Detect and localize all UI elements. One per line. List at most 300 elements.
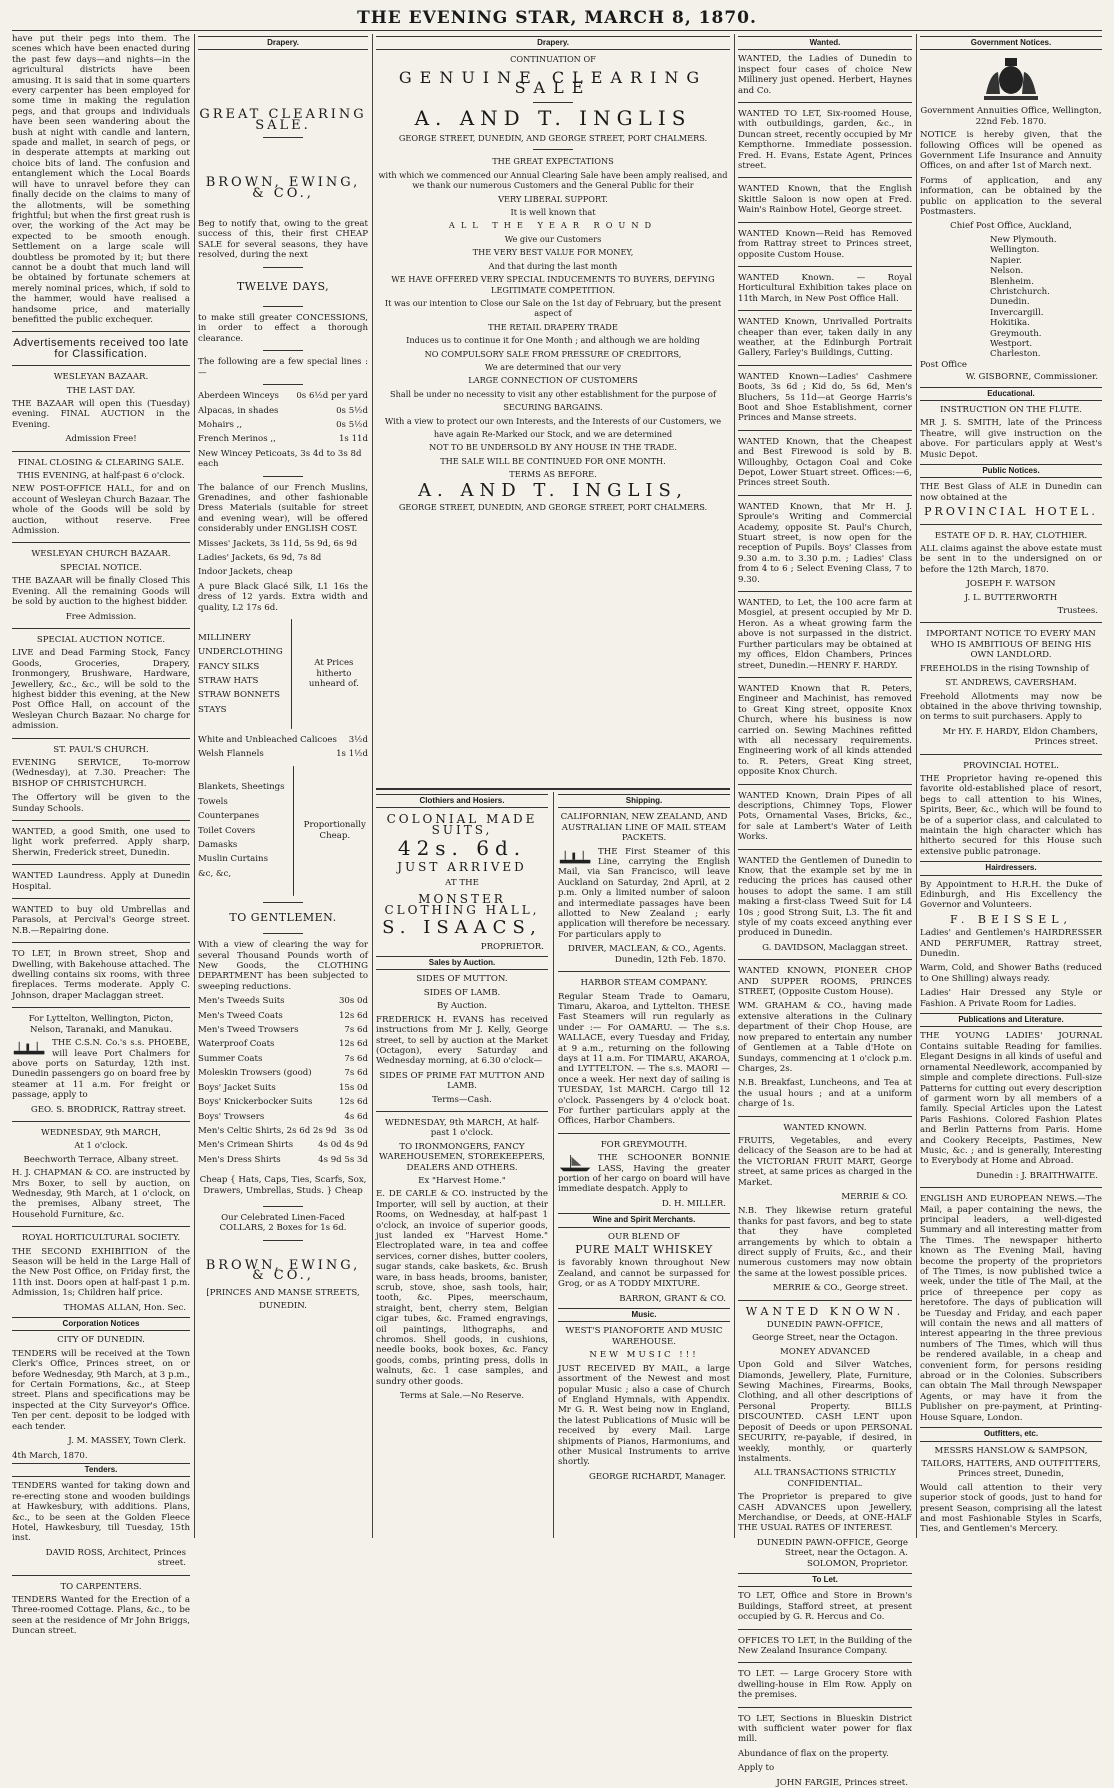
ad-line: NOT TO BE UNDERSOLD BY ANY HOUSE IN THE TRADE.	[429, 442, 677, 453]
divider	[12, 542, 190, 543]
group-item: Towels	[198, 796, 228, 807]
ad-title: HARBOR STEAM COMPANY.	[580, 978, 708, 989]
price-item: Boys' Trowsers	[198, 1111, 265, 1122]
price-row	[198, 1025, 368, 1035]
wanted-ad: WANTED Known. — Royal Horticultural Exhibition takes place on 11th March, in New Post Office Hall.	[738, 272, 912, 304]
ad-text: to make still greater CONCESSIONS, in order to effect a thorough clearance.	[198, 313, 368, 344]
ad-text: By Appointment to H.R.H. the Duke of Edinburgh, and His Excellency the Governor and Volunteers.	[920, 879, 1102, 911]
price-row	[198, 1083, 368, 1093]
ad-text: THE SECOND EXHIBITION of the Season will be held in the Large Hall of the New Post Office, on Friday first, the 11th inst. Doors open at half-past 1 p.m. Admission, 1s; Children half price.	[12, 1246, 190, 1299]
post-office-place: Nelson.	[990, 266, 1024, 277]
ad-text: NOTICE is hereby given, that the following Offices will be opened as Government Life Insurance and Annuity Offices, on and after 1st of March next.	[920, 130, 1102, 172]
steamship-icon	[12, 1040, 48, 1058]
ad-subtitle: Terms—Cash.	[432, 1094, 492, 1105]
wanted-ad: WANTED, the Ladies of Dunedin to inspect four cases of choice New Millinery just opened. Herbert, Haynes and Co.	[738, 54, 912, 96]
divider	[12, 738, 190, 739]
ad-signature: G. DAVIDSON, Maclaggan street.	[762, 942, 908, 953]
column-4	[738, 34, 912, 1788]
ad-signature: GEO. S. BRODRICK, Rattray street.	[30, 1104, 186, 1115]
price-row	[198, 391, 368, 401]
ad-line: AT THE	[445, 878, 479, 889]
group-note: At Prices hitherto unheard of.	[308, 658, 359, 690]
wanted-ad: WANTED Known—Reid has Removed from Rattray street to Princes street, opposite Custom House.	[738, 228, 912, 260]
wanted-ad: WANTED Laundress. Apply at Dunedin Hospital.	[12, 871, 190, 892]
price-value: 15s 0d	[338, 1082, 368, 1093]
ad-line: CONTINUATION OF	[510, 54, 596, 65]
ad-text: THE Proprietor having re-opened this favorite old-established place of resort, begs to call attention to his Wines, Spirits, Beer, &c., which will be found to be of a superior class, and calculated to maintain the high character which has hitherto secured for this House such extensive public patronage.	[920, 773, 1102, 857]
ad-title: WESLEYAN CHURCH BAZAAR.	[31, 549, 171, 560]
divider	[738, 430, 912, 431]
ad-signature: DRIVER, MACLEAN, & CO., Agents. Dunedin, 12th Feb. 1870.	[568, 944, 726, 965]
post-office-place: Christchurch.	[990, 286, 1050, 297]
ad-text: THE SCHOONER BONNIE LASS, Having the greater portion of her cargo on board will have immediate despatch. Apply to	[558, 1153, 730, 1195]
divider	[12, 942, 190, 943]
divider	[263, 476, 303, 477]
ad-text: JUST RECEIVED BY MAIL, a large assortment of the Newest and most popular Music ; also a case of Church of England Hymnals, with Appendix. Mr G. R. West being now in England, the latest Publications of Music will be received by every Mail. Large shipments of Pianos, Harmoniums, and other Musical Instruments to arrive shortly.	[558, 1363, 730, 1468]
divider	[12, 331, 190, 332]
ad-text: Would call attention to their very superior stock of goods, just to hand for present Season, comprising all the latest and most Fashionable Styles in Scarfs, Ties, and Gentlemen's Mercery.	[920, 1482, 1102, 1535]
divider	[263, 384, 303, 385]
trustees-label: Trustees.	[1057, 606, 1098, 617]
price-row	[198, 1112, 368, 1122]
ad-subtitle: By Auction.	[436, 1001, 488, 1012]
ad-text: WM. GRAHAM & CO., having made extensive alterations in the Culinary department of their Chop House, are now prepared to entertain any number of Gentlemen at a Table d'Hote on Sundays, commencing at 1 o'clock p.m. Charges, 2s.	[738, 1001, 912, 1074]
divider	[12, 1121, 190, 1122]
ad-title: TO CARPENTERS.	[60, 1581, 142, 1592]
price-row	[198, 1155, 368, 1165]
price-row	[198, 1140, 368, 1150]
ad-title: PROVINCIAL HOTEL.	[963, 760, 1059, 771]
group-item: Blankets, Sheetings	[198, 782, 285, 793]
ad-text: N.B. Breakfast, Luncheons, and Tea at the usual hours ; and at a uniform charge of 1s.	[738, 1078, 912, 1110]
group-item: Counterpanes	[198, 811, 260, 822]
jacket-line: Misses' Jackets, 3s 11d, 5s 9d, 6s 9d	[198, 538, 358, 549]
ad-headline: PURE MALT WHISKEY	[575, 1243, 713, 1257]
post-office-place: Dunedin.	[990, 297, 1030, 308]
ad-text: Ladies' Hair Dressed any Style or Fashion. A Private Room for Ladies.	[920, 988, 1102, 1009]
ad-line: With a view to protect our own Interests, and the Interests of our Customers, we	[384, 415, 722, 426]
column-rule	[916, 34, 917, 1538]
section-header: Educational.	[920, 387, 1102, 401]
divider	[12, 864, 190, 865]
section-header: Hairdressers.	[920, 861, 1102, 875]
ad-title: MESSRS HANSLOW & SAMPSON,	[934, 1445, 1088, 1456]
ad-signature: PROPRIETOR.	[480, 941, 544, 952]
jacket-line: Ladies' Jackets, 6s 9d, 7s 8d	[198, 552, 322, 563]
divider	[738, 784, 912, 785]
to-let-ad: Apply to	[738, 1763, 775, 1774]
section-header: Drapery.	[376, 36, 730, 50]
divider	[263, 1206, 303, 1207]
jacket-list	[198, 539, 368, 578]
wanted-ad: WANTED to buy old Umbrellas and Parasols, at Percival's George street. N.B.—Repairing done.	[12, 905, 190, 936]
ad-text: TENDERS Wanted for the Erection of a Three-roomed Cottage. Plans, &c., to be seen at the residence of Mr John Briggs, Duncan street.	[12, 1594, 190, 1637]
ad-signature: D. H. MILLER.	[661, 1198, 726, 1209]
price-row	[198, 434, 368, 444]
trustee-name: J. L. BUTTERWORTH	[964, 592, 1058, 603]
ad-text: H. J. CHAPMAN & CO. are instructed by Mrs Boxer, to sell by auction, on Wednesday, 9th March, at 1 o'clock, on the premises, Albany street, The Household Furniture, &c.	[12, 1168, 190, 1220]
price-value: 12s 6d	[338, 1039, 368, 1050]
ad-headline: PROVINCIAL HOTEL.	[924, 505, 1098, 519]
ad-headline: MONSTER CLOTHING HALL,	[384, 892, 540, 917]
ad-note: Admission Free!	[65, 434, 137, 445]
ad-text: Our Celebrated Linen-Faced COLLARS, 2 Boxes for 1s 6d.	[219, 1212, 347, 1234]
ad-subtitle: NEW MUSIC !!!	[589, 1350, 699, 1361]
column-5	[920, 34, 1102, 1538]
wanted-ad: WANTED Known, that the English Skittle Saloon is now open at Fred. Wain's Rainbow Hotel, George street.	[738, 184, 912, 216]
ad-text: The following are a few special lines :—	[198, 357, 368, 378]
wanted-ads	[738, 54, 912, 938]
price-item: Men's Celtic Shirts, 2s 6d 2s 9d	[198, 1125, 337, 1136]
ad-text: Warm, Cold, and Shower Baths (reduced to One Shilling) always ready.	[920, 963, 1102, 984]
price-row	[198, 1011, 368, 1021]
ad-headline: GENUINE CLEARING SALE	[398, 67, 708, 98]
ad-signature: BARRON, GRANT & CO.	[619, 1293, 726, 1304]
price-item: Alpacas, in shades	[198, 405, 279, 416]
post-office-place: Napier.	[990, 255, 1022, 266]
ad-text: THE First Steamer of this Line, carrying the English Mail, via San Francisco, will leave Auckland on Saturday, 2nd April, at 2 p.m. Only a limited number of saloon and intermediate passages have been allotted to New Zealand ; early application will therefore be necessary. For particulars apply to	[558, 846, 730, 940]
section-header: Publications and Literature.	[920, 1013, 1102, 1027]
divider	[738, 365, 912, 366]
price-value: 1s 1½d	[336, 749, 368, 760]
price-value: 12s 6d	[338, 1010, 368, 1021]
ad-subtitle: ALL TRANSACTIONS STRICTLY CONFIDENTIAL.	[754, 1468, 896, 1489]
ad-line: NO COMPULSORY SALE FROM PRESSURE OF CREDITORS,	[424, 348, 682, 359]
ad-headline: GREAT CLEARING SALE.	[199, 107, 367, 133]
price-row	[198, 1039, 368, 1049]
group-note: Proportionally Cheap.	[303, 820, 366, 841]
divider	[738, 266, 912, 267]
divider	[738, 1300, 912, 1301]
price-item: Men's Tweed Coats	[198, 1010, 283, 1021]
column-3a	[376, 792, 548, 1538]
ad-title: WANTED KNOWN.	[783, 1122, 867, 1133]
firm-address: GEORGE STREET, DUNEDIN, AND GEORGE STREET, PORT CHALMERS.	[398, 133, 708, 144]
ad-title: SIDES OF PRIME FAT MUTTON AND LAMB.	[379, 1070, 545, 1092]
ad-text: WANTED KNOWN, PIONEER CHOP AND SUPPER ROOMS, PRINCES STREET, (Opposite Custom House).	[738, 966, 912, 998]
divider	[263, 933, 303, 934]
price-value: 7s 6d	[344, 1068, 368, 1079]
price-item: Mohairs ,,	[198, 419, 243, 430]
firm-name: BROWN, EWING, & CO.,	[205, 1257, 361, 1284]
ad-subtitle: THE LAST DAY.	[66, 385, 136, 396]
price-value: 1s 11d	[338, 434, 368, 445]
price-row	[198, 420, 368, 430]
price-value: 7s 6d	[344, 1025, 368, 1036]
ad-subtitle: Government Annuities Office, Wellington, 22nd Feb. 1870.	[920, 106, 1102, 127]
ad-signature: JOHN FARGIE, Princes street.	[776, 1777, 908, 1788]
section-header: Music.	[558, 1308, 730, 1322]
section-header: Shipping.	[558, 794, 730, 808]
ad-line: And that during the last month	[488, 260, 618, 271]
price-item: Waterproof Coats	[198, 1039, 275, 1050]
ad-signature: MERRIE & CO.	[841, 1191, 908, 1202]
ad-title: TO IRONMONGERS, FANCY WAREHOUSEMEN, STOREKEEPERS, DEALERS AND OTHERS.	[378, 1141, 546, 1173]
brace	[293, 766, 294, 896]
divider	[12, 451, 190, 452]
divider	[263, 306, 303, 307]
divider	[738, 1662, 912, 1663]
ad-title: WEDNESDAY, 9th MARCH,	[41, 1127, 161, 1138]
wanted-ad: WANTED TO LET, Six-roomed House, with outbuildings, garden, &c., in Duncan street, recently occupied by Mr Kempthorne. Immediate possession. Fred. H. Evans, Estate Agent, Princes street.	[738, 109, 912, 172]
ad-text: THE Best Glass of ALE in Dunedin can now obtained at the	[920, 482, 1102, 503]
to-let-ad: TO LET, Sections in Blueskin District with sufficient water power for flax mill.	[738, 1713, 912, 1745]
ad-signature: J. M. MASSEY, Town Clerk.	[68, 1436, 186, 1447]
ad-text: The Offertory will be given to the Sunday Schools.	[12, 793, 190, 814]
steamship-icon	[558, 849, 594, 867]
column-rule	[372, 34, 373, 1538]
ad-text: E. DE CARLE & CO. instructed by the Importer, will sell by auction, at their Rooms, on Wednesday, at half-past 1 o'clock, an invoice of superior goods, just landed ex "Harvest Home." Electroplated ware, in tea and coffee services, corner dishes, butter coolers, sugar stands, cake baskets, &c. Brush ware, in bass heads, brooms, banister, scrub, stove, shoe, sash tools, hair, tooth, &c. Pipes, meerschaum, straight, bent, cherry stem, Belgian cigar tubes, &c. Framed engravings, oil paintings, lithographs, and chromos. Shell goods, in cushions, needle books, book boxes, &c. Fancy goods, combs, printing press, dolls in walnuts, &c. 1 case samples, and sundry other goods.	[376, 1189, 548, 1387]
price-value: 3½d	[348, 735, 368, 745]
to-let-ad: TO LET, Office and Store in Brown's Buildings, Stafford street, at present occupied by G. R. Hercus and Co.	[738, 1591, 912, 1623]
wanted-ad: WANTED Known, that the Cheapest and Best Firewood is sold by B. Willoughby, Octagon Coal and Coke Depot, Lower Stuart street. Offices:—6, Princes street South.	[738, 436, 912, 489]
price-value: 4s 0d 4s 9d	[318, 1140, 368, 1151]
price-value: 3s 0d	[344, 1125, 368, 1136]
ad-subtitle: Ex "Harvest Home."	[418, 1175, 506, 1186]
ad-signature: THOMAS ALLAN, Hon. Sec.	[63, 1302, 186, 1313]
firm-name: A. AND T. INGLIS	[414, 105, 692, 130]
ad-line: WE HAVE OFFERED VERY SPECIAL INDUCEMENTS TO BUYERS, DEFYING LEGITIMATE COMPETITION.	[391, 274, 715, 295]
ad-title: SIDES OF MUTTON.	[416, 974, 508, 985]
price-row	[198, 735, 368, 745]
divider	[12, 365, 190, 366]
ad-text: THE YOUNG LADIES' JOURNAL Contains suitable Reading for families. Elegant Designs in all kinds of useful and ornamental Needlework, accompanied by simple and complete directions. Full-size Patterns for cutting out every description of garment worn by all members of a family. Special Articles upon the Latest Paris Fashions. Colored Fashion Plates and Berlin Patterns from Paris. Home and Cookery Receipts, Pastimes, New Music, &c. ; and is generally, Interesting to Everybody at Home and Abroad.	[920, 1031, 1102, 1167]
ad-text: Forms of application, and any information, can be obtained by the public on application to the several Postmasters.	[920, 175, 1102, 218]
post-office-place: Greymouth.	[990, 328, 1042, 339]
divider	[920, 1187, 1102, 1188]
divider	[12, 628, 190, 629]
column-rule	[194, 34, 195, 1538]
firm-name: S. ISAACS,	[382, 917, 542, 939]
ad-subtitle: Beechworth Terrace, Albany street.	[23, 1154, 179, 1165]
divider	[376, 788, 730, 790]
price-item: Men's Dress Shirts	[198, 1154, 281, 1165]
to-let-ad: TO LET, in Brown street, Shop and Dwelling, with Bakehouse attached. The dwelling contains six rooms, with three fireplaces. Terms moderate. Apply C. Johnson, draper Maclaggan street.	[12, 949, 190, 1001]
ad-text: is favorably known throughout New Zealand, and cannot be surpassed for Grog, or as A TODDY MIXTURE.	[558, 1258, 730, 1290]
ad-text: ALL claims against the above estate must be sent in to the undersigned on or before the 12th March, 1870.	[920, 544, 1102, 575]
ad-title: IMPORTANT NOTICE TO EVERY MAN WHO IS AMBITIOUS OF BEING HIS OWN LANDLORD.	[926, 629, 1096, 661]
group-list	[198, 766, 368, 896]
ad-note: Terms at Sale.—No Reserve.	[399, 1391, 525, 1402]
divider	[12, 1007, 190, 1008]
firm-city: DUNEDIN.	[259, 1300, 307, 1311]
price-value: 4s 6d	[344, 1111, 368, 1122]
brace	[291, 619, 292, 729]
ad-line: THE SALE WILL BE CONTINUED FOR ONE MONTH.	[440, 455, 666, 466]
to-let-ad: Abundance of flax on the property.	[738, 1748, 889, 1759]
jacket-line: Indoor Jackets, cheap	[198, 567, 293, 578]
group-item: MILLINERY	[198, 632, 251, 643]
royal-coat-of-arms-icon	[976, 54, 1046, 102]
ad-subtitle: MONEY ADVANCED	[779, 1346, 871, 1357]
ad-title: ESTATE OF D. R. HAY, CLOTHIER.	[934, 530, 1088, 541]
column-2	[198, 34, 368, 1538]
section-header: Tenders.	[12, 1463, 190, 1477]
ad-signature: DAVID ROSS, Architect, Princes street.	[45, 1547, 186, 1569]
divider	[263, 902, 303, 903]
price-value: 12s 6d	[338, 1097, 368, 1108]
ad-line: LARGE CONNECTION OF CUSTOMERS	[468, 375, 638, 386]
ad-line: It is well known that	[510, 207, 596, 218]
price-row	[198, 449, 368, 470]
ad-line: We give our Customers	[504, 233, 602, 244]
section-header: Wanted.	[738, 36, 912, 50]
ad-headline: COLONIAL MADE SUITS,	[386, 812, 538, 837]
ad-note: Free Admission.	[65, 611, 137, 622]
group-items	[198, 629, 283, 719]
wanted-ad: WANTED Known, Drain Pipes of all descriptions, Chimney Tops, Flower Pots, Ornamental Vases, Bricks, &c., for sale at Lambert's Water of Leith Works.	[738, 790, 912, 843]
price-item: White and Unbleached Calicoes	[198, 735, 337, 745]
ad-title: WEDNESDAY, 9th MARCH, At half-past 1 o'clock.	[384, 1117, 540, 1139]
ad-text: ENGLISH AND EUROPEAN NEWS.—The Mail, a paper containing the news, the principal leaders, a well-digested Summary and all interesting matter from The Times. The newspaper hitherto known as The Evening Mail, having become the property of the proprietors of The Times, is now published twice a week, under the title of The Mail, at the price of threepence per copy as heretofore. The days of publication will be Tuesday and Friday, and each paper will contain the news and all matters of interest appearing in the three previous numbers of The Times, which will thus be rendered available, in a cheap and convenient form, for persons residing abroad or in the Colonies. Subscribers can obtain The Mail through Newspaper Agents, or may have it from the Publisher on pre-payment, at Printing-House Square, London.	[920, 1194, 1102, 1423]
divider	[738, 495, 912, 496]
divider	[376, 1111, 548, 1112]
ad-line: We are determined that our very	[485, 361, 621, 372]
group-item: Muslin Curtains	[198, 854, 268, 865]
section-header: Corporation Notices	[12, 1317, 190, 1331]
price-value: 0s 5½d	[336, 419, 368, 430]
divider	[738, 1707, 912, 1708]
ad-headline: WANTED KNOWN.	[745, 1304, 905, 1318]
ad-signature: Mr HY. F. HARDY, Eldon Chambers, Princes street.	[942, 726, 1098, 748]
ad-text: Upon Gold and Silver Watches, Diamonds, Jewellery, Plate, Furniture, Sewing Machines, Firearms, Books, Clothing, and all other descriptions of Personal Property. BILLS DISCOUNTED. CASH LENT upon Deposit of Deeds or upon PERSONAL SECURITY, re-payable, if desired, in weekly, monthly, or quarterly instalments.	[738, 1360, 912, 1464]
ad-title: For Lyttelton, Wellington, Picton, Nelson, Taranaki, and Manukau.	[28, 1014, 174, 1035]
firm-name: F. BEISSEL,	[949, 912, 1073, 926]
column-1	[12, 34, 190, 1637]
divider	[738, 177, 912, 178]
divider	[738, 959, 912, 960]
group-item: STAYS	[198, 704, 227, 715]
ad-title: DUNEDIN PAWN-OFFICE,	[766, 1320, 884, 1331]
divider	[738, 677, 912, 678]
ad-signature: GEORGE RICHARDT, Manager.	[588, 1471, 726, 1482]
divider	[738, 102, 912, 103]
ad-title: FINAL CLOSING & CLEARING SALE.	[17, 457, 185, 468]
price-value: 0s 5½d	[336, 405, 368, 416]
ad-line: THE VERY BEST VALUE FOR MONEY,	[472, 247, 634, 258]
ad-text: The Proprietor is prepared to give CASH ADVANCES upon Jewellery, Merchandise, or Deeds, at ONE-HALF THE USUAL RATES OF INTEREST.	[738, 1492, 912, 1534]
group-item: Damasks	[198, 840, 238, 851]
column-3-top	[376, 34, 730, 512]
ad-signature: W. GISBORNE, Commissioner.	[965, 372, 1098, 383]
ad-text: FREEHOLDS in the rising Township of	[920, 663, 1089, 674]
wanted-ad: WANTED, to Let, the 100 acre farm at Mosgiel, at present occupied by Mr D. Heron. As a wheat growing farm the above is not surpassed in the district. Further particulars may be obtained at my offices, Eldon Chambers, Princes street, Dunedin.—HENRY F. HARDY.	[738, 598, 912, 671]
post-office-place: Westport.	[990, 338, 1033, 349]
divider	[558, 1133, 730, 1134]
group-list	[198, 619, 368, 729]
section-header: Clothiers and Hosiers.	[376, 794, 548, 808]
firm-name: A. AND T. INGLIS,	[418, 479, 688, 501]
group-item: UNDERCLOTHING	[198, 647, 283, 658]
ad-text: NEW POST-OFFICE HALL, for and on account of Wesleyan Church Bazaar. The whole of the Goods will be sold by auction, without reserve. Free Admission.	[12, 484, 190, 537]
price-item: Welsh Flannels	[198, 749, 264, 760]
ad-line: ALL THE YEAR ROUND	[448, 220, 658, 231]
ad-text: THE C.S.N. Co.'s s.s. PHOEBE, will leave Port Chalmers for above ports on Saturday, 12th inst. Dunedin passengers go on board free by steamer at 11 a.m. For freight or passage, apply to	[12, 1038, 190, 1101]
ad-text: MR J. S. SMITH, late of the Princess Theatre, will give instruction on the above. For particulars apply at West's Music Depot.	[920, 418, 1102, 460]
column-rule	[553, 792, 554, 1538]
ad-text: Freehold Allotments may now be obtained in the above thriving township, on terms to suit purchasers. Apply to	[920, 691, 1102, 723]
ad-title: CALIFORNIAN, NEW ZEALAND, AND AUSTRALIAN LINE OF MAIL STEAM PACKETS.	[560, 812, 728, 844]
ad-line: Chief Post Office, Auckland,	[950, 221, 1072, 232]
ad-title: WEST'S PIANOFORTE AND MUSIC WAREHOUSE.	[565, 1326, 723, 1347]
divider	[12, 1226, 190, 1227]
ad-title: FOR GREYMOUTH.	[600, 1139, 688, 1150]
group-item: Toilet Covers	[198, 825, 256, 836]
wanted-ad: WANTED Known that R. Peters, Engineer and Machinist, has removed to Great King street, opposite Knox Church, where his business is now carried on. Sewing Machines refitted with all necessary requirements. Engineering work of all kinds attended to. R. Peters, Great King street, opposite Knox Church.	[738, 683, 912, 778]
ad-subtitle: TAILORS, HATTERS, AND OUTFITTERS, Princes street, Dunedin,	[921, 1458, 1101, 1480]
group-item: STRAW BONNETS	[198, 690, 280, 701]
price-row	[198, 406, 368, 416]
ad-text: N.B. They likewise return grateful thanks for past favors, and beg to state that they have completed arrangements by which to obtain a direct supply of Fruits, &c., and their numerous customers may now obtain the same at the lowest possible prices.	[738, 1206, 912, 1279]
ad-signature: Dunedin : J. BRAITHWAITE.	[976, 1170, 1098, 1181]
price-item: Men's Crimean Shirts	[198, 1140, 294, 1151]
price-item: Boys' Jacket Suits	[198, 1082, 276, 1093]
post-office-place: Hokitika.	[990, 318, 1030, 329]
price-item: Boys' Knickerbocker Suits	[198, 1097, 313, 1108]
cheap-items: Cheap { Hats, Caps, Ties, Scarfs, Sox, Drawers, Umbrellas, Studs. } Cheap	[199, 1175, 367, 1196]
ad-line: with which we commenced our Annual Clearing Sale have been amply realised, and we thank our numerous Customers and the General Public for their	[378, 169, 728, 191]
section-header: Wine and Spirit Merchants.	[558, 1213, 730, 1227]
ad-text: EVENING SERVICE, To-morrow (Wednesday), at 7.30. Preacher: The BISHOP OF CHRISTCHURCH.	[12, 757, 190, 789]
price-item: Summer Coats	[198, 1053, 263, 1064]
section-header: Drapery.	[198, 36, 368, 50]
ad-headline: TWELVE DAYS,	[236, 279, 330, 293]
divider	[12, 898, 190, 899]
column-3b	[558, 792, 730, 1538]
ad-title: SPECIAL AUCTION NOTICE.	[36, 634, 166, 645]
ad-line: THE RETAIL DRAPERY TRADE	[488, 321, 618, 332]
price-value: 0s 6½d per yard	[296, 391, 368, 402]
ad-text: THE BAZAAR will open this (Tuesday) evening. FINAL AUCTION in the Evening.	[12, 399, 190, 430]
section-header: Outfitters, etc.	[920, 1427, 1102, 1441]
ad-line: It was our intention to Close our Sale on the 1st day of February, but the present aspect of	[384, 297, 722, 319]
divider	[263, 350, 303, 351]
divider	[558, 971, 730, 972]
section-header: Public Notices.	[920, 464, 1102, 478]
masthead: THE EVENING STAR, MARCH 8, 1870.	[357, 8, 757, 28]
clothing-price-list	[198, 996, 368, 1165]
late-ads-heading: Advertisements received too late for Classification.	[13, 337, 189, 360]
wanted-ad: WANTED, a good Smith, one used to light work preferred. Apply sharp, Sherwin, Frederick street, Dunedin.	[12, 827, 190, 858]
price-value: 4s 9d 5s 3d	[318, 1154, 368, 1165]
ad-line: SECURING BARGAINS.	[503, 402, 603, 413]
ad-title: SIDES OF LAMB.	[423, 987, 501, 998]
to-let-ad: OFFICES TO LET, in the Building of the New Zealand Insurance Company.	[738, 1635, 912, 1656]
section-header: To Let.	[738, 1573, 912, 1587]
price-item: Moleskin Trowsers (good)	[198, 1068, 312, 1079]
ad-subtitle: At 1 o'clock.	[74, 1141, 128, 1152]
section-header: Government Notices.	[920, 36, 1102, 50]
ad-line: THE GREAT EXPECTATIONS	[492, 156, 614, 167]
price-row	[198, 1126, 368, 1136]
ad-text: With a view of clearing the way for several Thousand Pounds worth of New Goods, the CLOTHING DEPARTMENT has been subjected to sweeping reductions.	[198, 940, 368, 992]
divider	[12, 820, 190, 821]
post-office-place: Blenheim.	[990, 276, 1034, 287]
divider	[533, 149, 573, 150]
ad-line: Induces us to continue it for One Month ; and although we are holding	[406, 335, 700, 346]
firm-name: BROWN, EWING, & CO.,	[205, 175, 361, 201]
divider	[920, 754, 1102, 755]
ad-signature: DUNEDIN PAWN-OFFICE, George Street, near the Octagon. A. SOLOMON, Proprietor.	[756, 1537, 908, 1569]
ad-line: VERY LIBERAL SUPPORT.	[498, 193, 608, 204]
divider	[263, 137, 303, 138]
schooner-icon	[558, 1155, 594, 1173]
group-item: FANCY SILKS	[198, 661, 260, 672]
wanted-ad: WANTED Known, that Mr H. J. Sproule's Writing and Commercial Academy, opposite St. Paul's Church, Stuart street, is now open for the reception of Pupils. Boys' Classes from 9.30 a.m. to 3.30 p.m. ; Ladies' Class from 4 to 6 ; Select Evening Class, 7 to 9.30.	[738, 501, 912, 585]
price-row	[198, 1068, 368, 1078]
group-items	[198, 778, 285, 883]
ad-line: TERMS AS BEFORE.	[509, 469, 597, 480]
